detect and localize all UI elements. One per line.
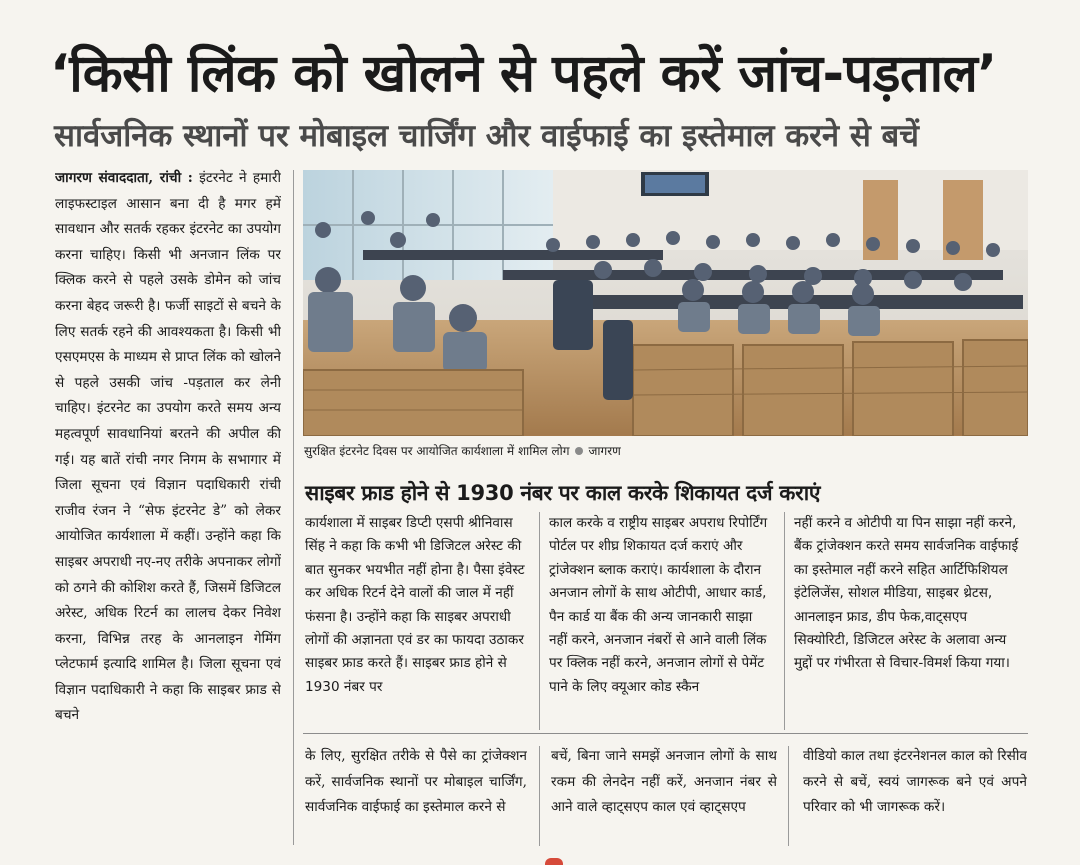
article-subheadline: सार्वजनिक स्थानों पर मोबाइल चार्जिंग और वाईफाई का इस्तेमाल करने से बचें: [54, 118, 919, 154]
lower-column-3-text: वीडियो काल तथा इंटरनेशनल काल को रिसीव करने से बचें, स्वयं जागरूक बने एवं अपने परिवार को भी जागरूक करें।: [803, 748, 1027, 816]
photo-caption: [304, 441, 1024, 461]
column-divider: [784, 512, 785, 730]
upper-column-1-text: कार्यशाला में साइबर डिप्टी एसपी श्रीनिवास सिंह ने कहा कि कभी भी डिजिटल अरेस्ट की बात सुनकर भयभीत नहीं होना है। पैसा इंवेस्ट कर अधिक रिटर्न देने वालों की जाल में नहीं फंसना है। उन्होंने कहा कि साइबर अपराधी लोगों की अज्ञानता एवं डर का फायदा उठाकर साइबर फ्राड करते हैं। साइबर फ्राड होने से 1930 नंबर पर: [305, 515, 525, 695]
lower-column-1-text: के लिए, सुरक्षित तरीके से पैसे का ट्रांजेक्शन करें, सार्वजनिक स्थानों पर मोबाइल चार्जिंग, सार्वजनिक वाईफाई का इस्तेमाल करने से: [305, 748, 527, 816]
section-divider: [303, 733, 1028, 734]
upper-column-2-text: काल करके व राष्ट्रीय साइबर अपराध रिपोर्टिंग पोर्टल पर शीघ्र शिकायत दर्ज कराएं और ट्रांजेक्शन ब्लाक कराएं। कार्यशाला के दौरान अनजान लोगों के साथ ओटीपी, आधार कार्ड, पैन कार्ड या बैंक की अन्य जानकारी साझा नहीं करने, अनजान नंबरों से आने वाली लिंक पर क्लिक नहीं करने, अनजान लोगों से पेमेंट पाने के लिए क्यूआर कोड स्कैन: [549, 515, 768, 695]
upper-column-3: [794, 512, 1026, 734]
lower-column-2-text: बचें, बिना जाने समझें अनजान लोगों के साथ रकम की लेनदेन नहीं करें, अनजान नंबर से आने वाले व्हाट्सएप काल एवं व्हाट्सएप: [551, 748, 777, 816]
section-heading: साइबर फ्राड होने से 1930 नंबर पर काल करके शिकायत दर्ज कराएं: [305, 481, 821, 505]
bullet-dot-icon: [575, 447, 583, 455]
column-divider: [788, 746, 789, 846]
lower-column-3: [803, 744, 1027, 848]
left-column: [55, 166, 281, 848]
photo-caption-text: सुरक्षित इंटरनेट दिवस पर आयोजित कार्यशाला में शामिल लोग: [304, 444, 570, 458]
upper-column-2: [549, 512, 771, 734]
column-divider: [539, 746, 540, 846]
page-edge-mark: [545, 858, 563, 865]
dateline: जागरण संवाददाता, रांची :: [55, 170, 193, 186]
lower-column-2: [551, 744, 777, 848]
upper-column-3-text: नहीं करने व ओटीपी या पिन साझा नहीं करने, बैंक ट्रांजेक्शन करते समय सार्वजनिक वाईफाई का इस्तेमाल नहीं करने सहित आर्टिफिशियल इंटेलिजेंस, सोशल मीडिया, साइबर थ्रेटस, आनलाइन फ्राड, डीप फेक,वाट्सएप सिक्योरिटी, डिजिटल अरेस्ट के अलावा अन्य मुद्दों पर गंभीरता से विचार-विमर्श किया गया।: [794, 515, 1019, 672]
photo-credit: जागरण: [588, 444, 621, 458]
lower-column-1: [305, 744, 527, 848]
upper-column-1: [305, 512, 525, 734]
column-divider: [539, 512, 540, 730]
left-column-text: इंटरनेट ने हमारी लाइफस्टाइल आसान बना दी है मगर हमें सावधान और सतर्क रहकर इंटरनेट का उपयोग करना चाहिए। किसी भी अनजान लिंक पर क्लिक करने से पहले उसके डोमेन को जांच करना बेहद जरूरी है। फर्जी साइटों से बचने के लिए सतर्क रहने की आवश्यकता है। किसी भी एसएमएस के माध्यम से प्राप्त लिंक को खोलने से पहले उसकी जांच -पड़ताल कर लेनी चाहिए। इंटरनेट का उपयोग करते समय अन्य महत्वपूर्ण सावधानियां बरतने की अपील की गई। यह बातें रांची नगर निगम के सभागार में जिला सूचना एवं विज्ञान पदाधिकारी रांची राजीव रंजन ने “सेफ इंटरनेट डे” को लेकर आयोजित कार्यशाला में कहीं। उन्होंने कहा कि साइबर अपराधी नए-नए तरीके अपनाकर लोगों को ठगने की कोशिश करते हैं, जिसमें डिजिटल अरेस्ट, अधिक रिटर्न का लालच देकर निवेश करना, विभिन्न तरह के आनलाइन गेमिंग प्लेटफार्म इत्यादि शामिल है। जिला सूचना एवं विज्ञान पदाधिकारी ने कहा कि साइबर फ्राड से बचने: [55, 170, 281, 724]
article-headline: ‘किसी लिंक को खोलने से पहले करें जांच-पड़ताल’: [50, 44, 997, 104]
column-divider: [293, 170, 294, 845]
workshop-photo: [303, 170, 1028, 436]
